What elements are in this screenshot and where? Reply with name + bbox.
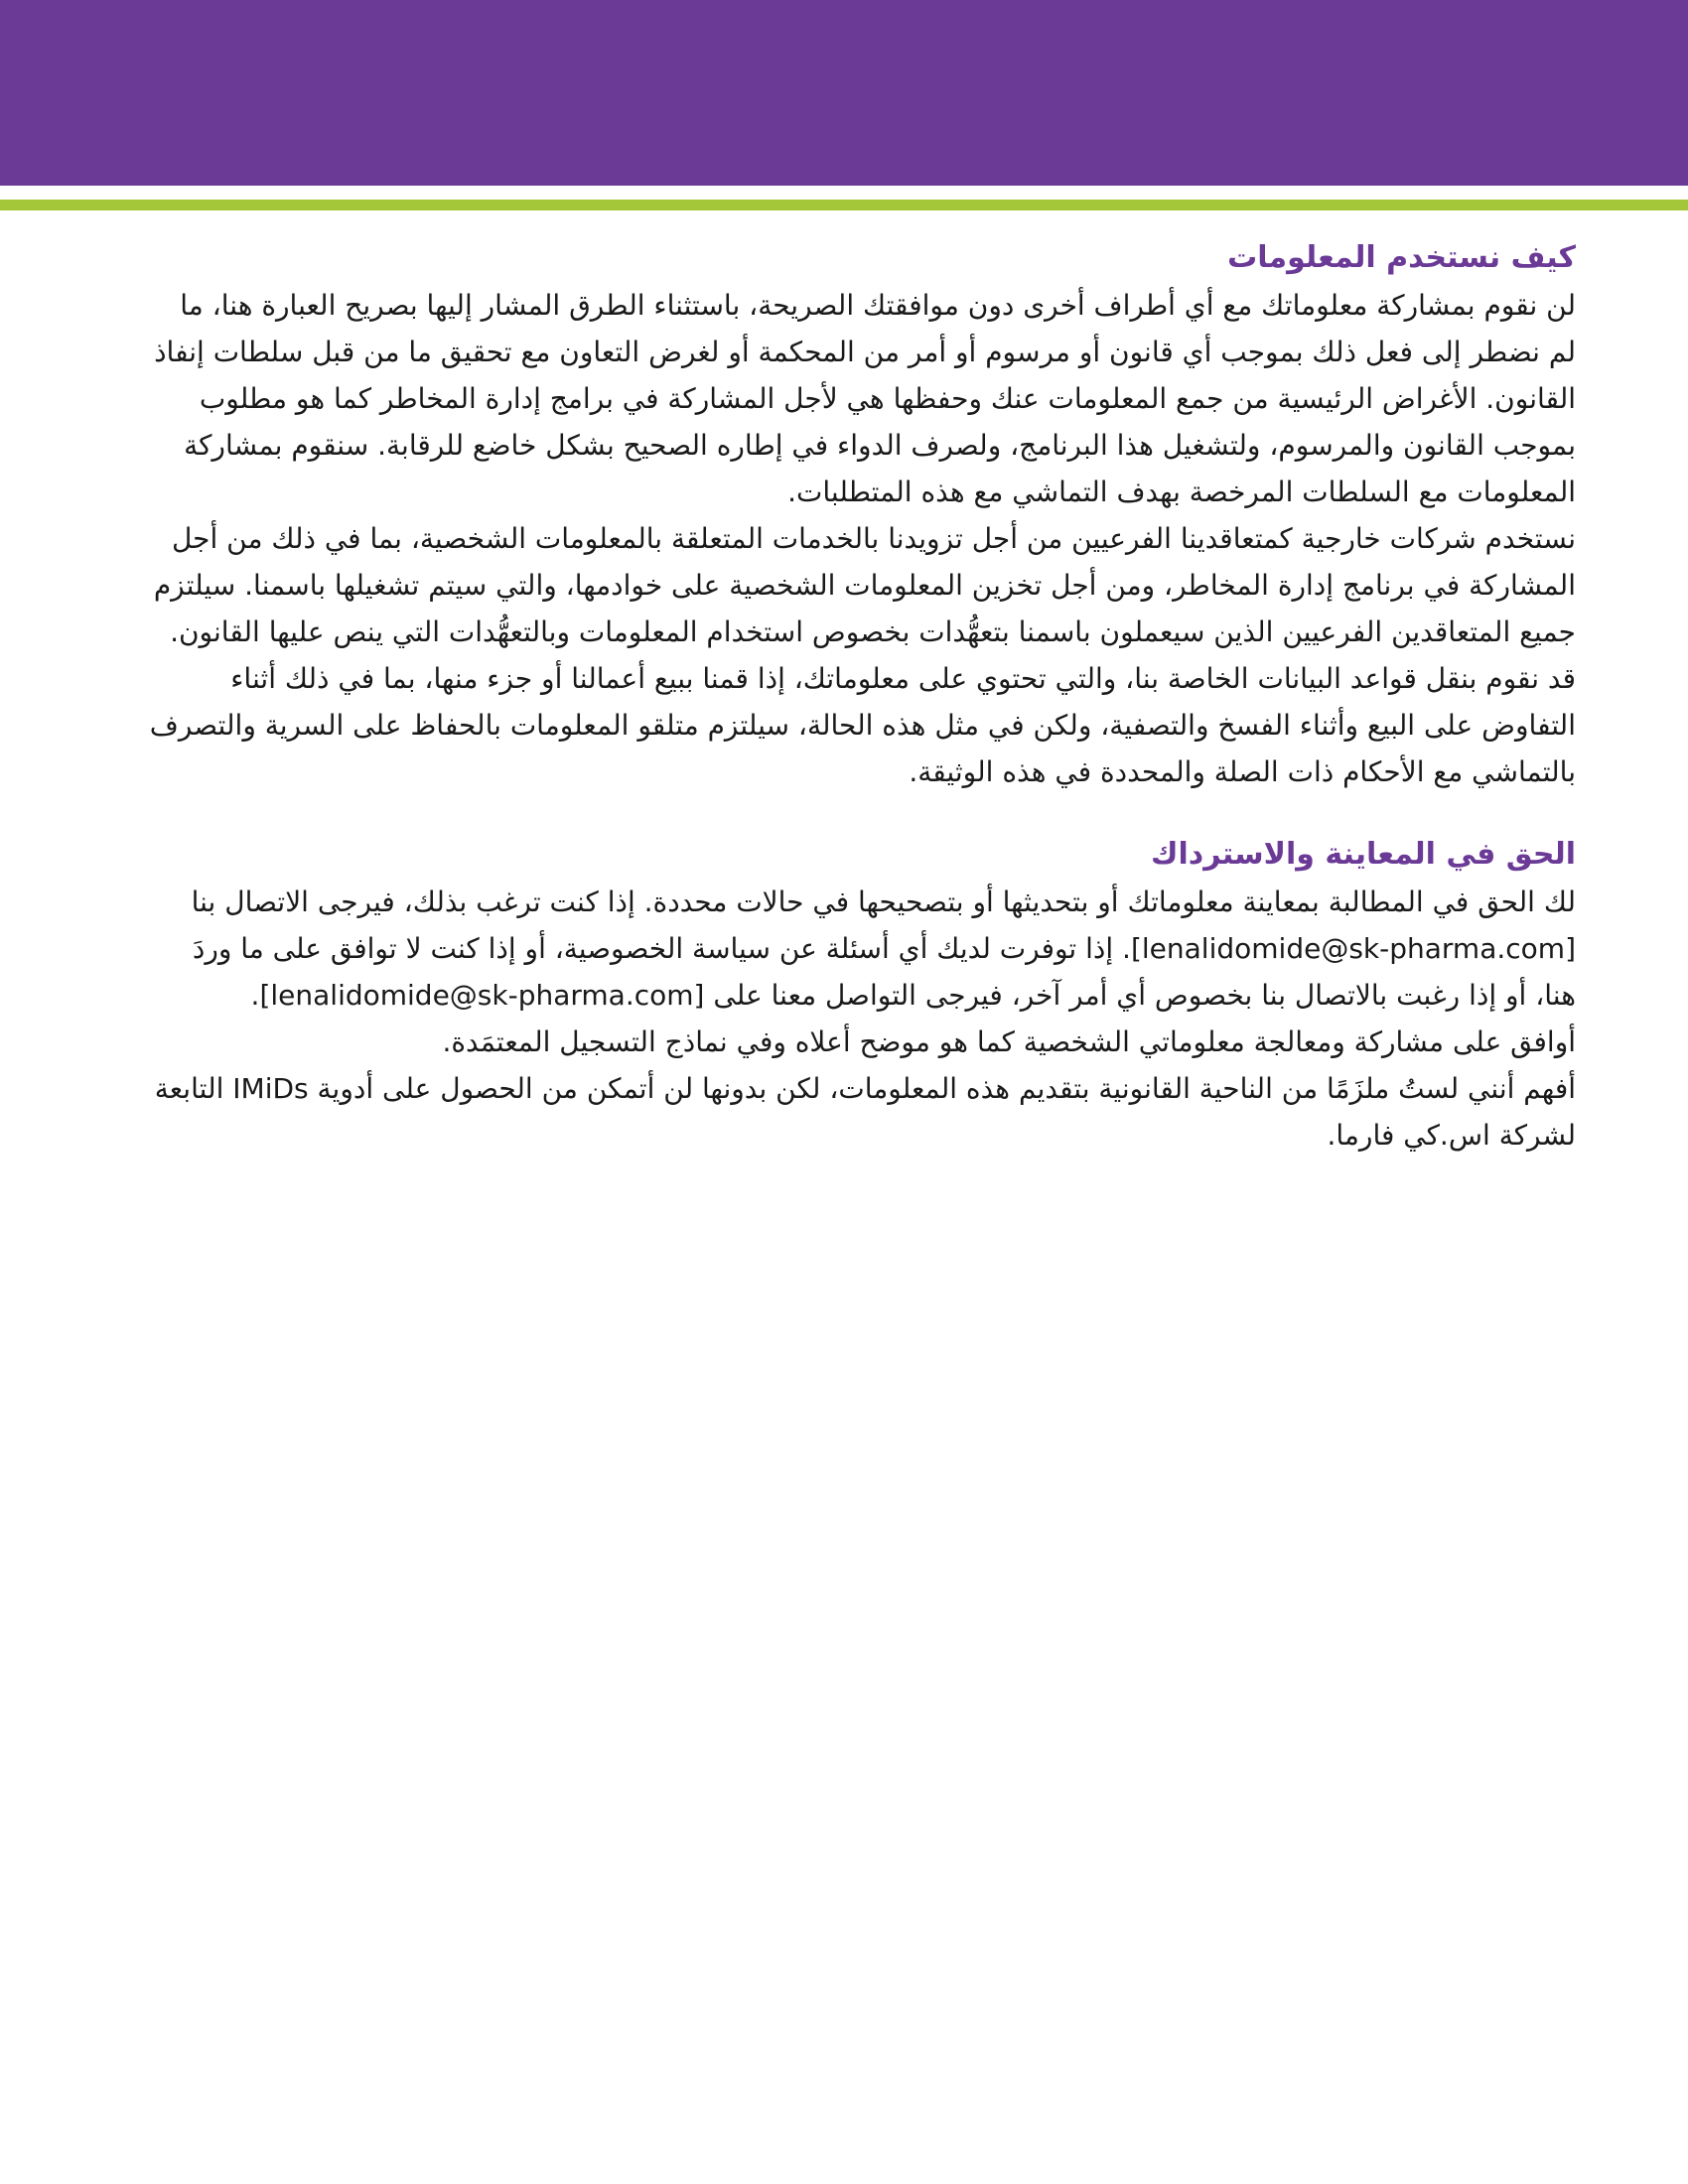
acknowledgement-statement: أفهم أنني لستُ ملزَمًا من الناحية القانونية بتقديم هذه المعلومات، لكن بدونها لن أتمكن من الحصول على أدوية IMiDs التابعة لشركة اس.كي فارما.: [154, 1072, 1576, 1152]
paragraph: لن نقوم بمشاركة معلوماتك مع أي أطراف أخرى دون موافقتك الصريحة، باستثناء الطرق المشار إليها بصريح العبارة هنا، ما لم نضطر إلى فعل ذلك بموجب أي قانون أو مرسوم أو أمر من المحكمة أو لغرض التعاون مع تحقيق ما من قبل سلطات إنفاذ القانون. الأغراض الرئيسية من جمع المعلومات عنك وحفظها هي لأجل المشاركة في برامج إدارة المخاطر كما هو مطلوب بموجب القانون والمرسوم، ولتشغيل هذا البرنامج، ولصرف الدواء في إطاره الصحيح بشكل خاضع للرقابة. سنقوم بمشاركة المعلومات مع السلطات المرخصة بهدف التماشي مع هذه المتطلبات.: [154, 289, 1576, 508]
consent-statement: أوافق على مشاركة ومعالجة معلوماتي الشخصية كما هو موضح أعلاه وفي نماذج التسجيل المعتمَدة.: [442, 1025, 1576, 1058]
section-right-to-access: [149, 831, 1576, 1159]
document-body: [149, 234, 1576, 1194]
section-heading: الحق في المعاينة والاسترداك: [1151, 837, 1576, 872]
accent-line: [0, 200, 1688, 210]
paragraph: نستخدم شركات خارجية كمتعاقدينا الفرعيين من أجل تزويدنا بالخدمات المتعلقة بالمعلومات الشخصية، بما في ذلك من أجل المشاركة في برنامج إدارة المخاطر، ومن أجل تخزين المعلومات الشخصية على خوادمها، والتي سيتم تشغيلها باسمنا. سيلتزم جميع المتعاقدين الفرعيين الذين سيعملون باسمنا بتعهُّدات بخصوص استخدام المعلومات وبالتعهُّدات التي ينص عليها القانون. قد نقوم بنقل قواعد البيانات الخاصة بنا، والتي تحتوي على معلوماتك، إذا قمنا ببيع أعمالنا أو جزء منها، بما في ذلك أثناء التفاوض على البيع وأثناء الفسخ والتصفية، ولكن في مثل هذه الحالة، سيلتزم متلقو المعلومات بالحفاظ على السرية والتصرف بالتماشي مع الأحكام ذات الصلة والمحددة في هذه الوثيقة.: [149, 522, 1576, 788]
section-heading: كيف نستخدم المعلومات: [1227, 240, 1576, 275]
header-band: [0, 0, 1688, 186]
section-how-we-use-information: [149, 234, 1576, 795]
paragraph: لك الحق في المطالبة بمعاينة معلوماتك أو بتحديثها أو بتصحيحها في حالات محددة. إذا كنت ترغب بذلك، فيرجى الاتصال بنا [lenalidomide@sk-pharma.com]. إذا توفرت لديك أي أسئلة عن سياسة الخصوصية، أو إذا كنت لا توافق على ما وردَ هنا، أو إذا رغبت بالاتصال بنا بخصوص أي أمر آخر، فيرجى التواصل معنا على [lenalidomide@sk-pharma.com].: [191, 886, 1576, 1012]
